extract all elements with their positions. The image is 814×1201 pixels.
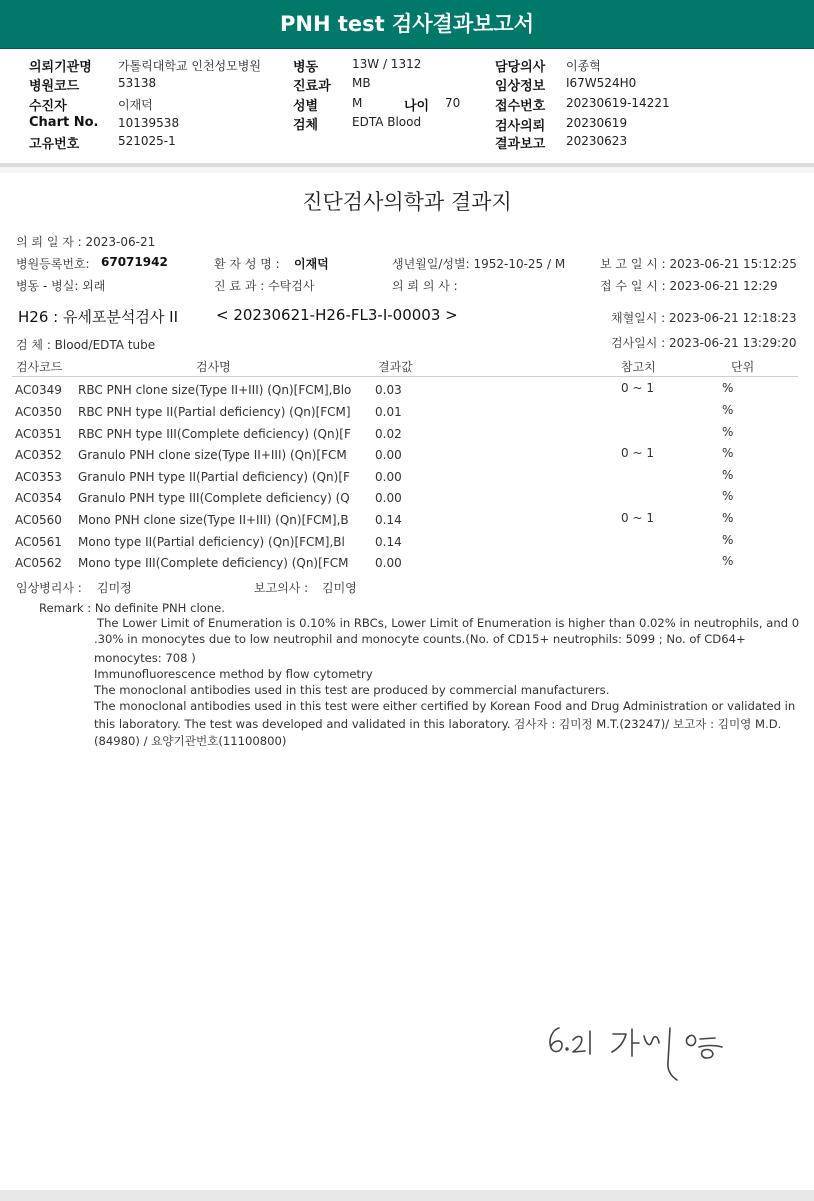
remark-line: monocytes: 708 )	[94, 651, 196, 665]
requesting-doctor: 의 뢰 의 사 :	[392, 279, 458, 293]
row-unit: %	[722, 425, 734, 439]
table-header-divider	[12, 376, 798, 377]
header-value-age: 70	[445, 96, 461, 110]
header-label-age: 나이	[404, 99, 430, 114]
remark-line: The monoclonal antibodies used in this test were either certified by Korean Food and Drug Administration or validated in	[94, 699, 796, 713]
row-reference: 0 ~ 1	[621, 381, 654, 395]
header-label-sex: 성별	[293, 99, 319, 114]
row-code: AC0350	[15, 405, 62, 419]
header-label-request-date: 검사의뢰	[495, 119, 546, 134]
header-label-chart-no: Chart No.	[29, 115, 99, 130]
row-result: 0.00	[375, 470, 402, 484]
column-header-code: 검사코드	[16, 360, 63, 374]
row-code: AC0352	[15, 448, 62, 462]
header-label-institution: 의뢰기관명	[29, 60, 92, 75]
row-result: 0.00	[375, 556, 402, 570]
remark-line: Immunofluorescence method by flow cytometry	[94, 667, 373, 681]
row-unit: %	[722, 554, 734, 568]
receipt-time: 접 수 일 시 : 2023-06-21 12:29	[600, 279, 778, 293]
row-code: AC0562	[15, 556, 62, 570]
header-value-ward: 13W / 1312	[352, 57, 422, 71]
header-value-report-date: 20230623	[566, 134, 628, 148]
remark-line: .30% in monocytes due to low neutrophil and monocyte counts.(No. of CD15+ neutrophils: 5099 ; No. of CD64+	[94, 632, 746, 646]
header-label-receipt-no: 접수번호	[495, 99, 546, 114]
pathologist-label: 임상병리사 :	[16, 581, 82, 595]
header-label-unique-no: 고유번호	[29, 137, 80, 152]
remark-line: The Lower Limit of Enumeration is 0.10% in RBCs, Lower Limit of Enumeration is higher than 0.02% in neutrophils, and 0	[97, 616, 800, 630]
row-test-name: Mono type III(Complete deficiency) (Qn)[FCM	[78, 556, 349, 570]
header-label-ward: 병동	[293, 60, 319, 75]
dob-sex: 생년월일/성별: 1952-10-25 / M	[392, 257, 566, 271]
header-value-receipt-no: 20230619-14221	[566, 96, 670, 110]
row-test-name: Granulo PNH type III(Complete deficiency) (Q	[78, 491, 350, 505]
header-label-clinical-info: 임상정보	[495, 79, 546, 94]
row-reference: 0 ~ 1	[621, 511, 654, 525]
test-time: 검사일시 : 2023-06-21 13:29:20	[611, 336, 797, 350]
header-value-department: MB	[352, 76, 371, 90]
row-code: AC0561	[15, 535, 62, 549]
header-value-request-date: 20230619	[566, 116, 628, 130]
row-unit: %	[722, 511, 734, 525]
row-test-name: Mono PNH clone size(Type II+III) (Qn)[FCM],B	[78, 513, 349, 527]
page-bottom-band	[0, 1190, 814, 1201]
row-code: AC0349	[15, 383, 62, 397]
row-result: 0.00	[375, 491, 402, 505]
header-value-clinical-info: I67W524H0	[566, 76, 637, 90]
row-code: AC0353	[15, 470, 62, 484]
patient-name-label: 환 자 성 명 :	[214, 257, 280, 271]
reporter-label: 보고의사 :	[254, 581, 309, 595]
registration-no-label: 병원등록번호:	[16, 257, 90, 271]
column-header-reference: 참고치	[621, 360, 656, 374]
row-result: 0.01	[375, 405, 402, 419]
header-value-doctor: 이종혁	[566, 59, 601, 73]
row-unit: %	[722, 489, 734, 503]
banner-title: PNH test 검사결과보고서	[280, 12, 534, 36]
row-result: 0.14	[375, 535, 402, 549]
patient-name: 이재덕	[294, 257, 329, 271]
header-value-specimen: EDTA Blood	[352, 115, 422, 129]
remark-label: Remark : No definite PNH clone.	[39, 601, 225, 615]
header-value-hospital-code: 53138	[118, 76, 157, 90]
section-gap	[0, 167, 814, 173]
collection-time: 채혈일시 : 2023-06-21 12:18:23	[611, 311, 797, 325]
header-value-patient: 이재덕	[118, 98, 153, 112]
row-code: AC0560	[15, 513, 62, 527]
header-label-patient: 수진자	[29, 99, 67, 114]
row-test-name: RBC PNH type II(Partial deficiency) (Qn)[FCM]	[78, 405, 351, 419]
row-unit: %	[722, 446, 734, 460]
request-date: 의 뢰 일 자 : 2023-06-21	[16, 235, 156, 249]
remark-line: (84980) / 요양기관번호(11100800)	[94, 734, 287, 748]
row-unit: %	[722, 381, 734, 395]
row-test-name: RBC PNH clone size(Type II+III) (Qn)[FCM],Blo	[78, 383, 352, 397]
row-test-name: Granulo PNH type II(Partial deficiency) (Qn)[F	[78, 470, 350, 484]
row-code: AC0354	[15, 491, 62, 505]
specimen-type: 검 체 : Blood/EDTA tube	[16, 338, 156, 352]
row-result: 0.14	[375, 513, 402, 527]
header-label-department: 진료과	[293, 79, 331, 94]
row-result: 0.02	[375, 427, 402, 441]
reporter-name: 김미영	[322, 581, 357, 595]
report-time: 보 고 일 시 : 2023-06-21 15:12:25	[600, 257, 797, 271]
row-test-name: RBC PNH type III(Complete deficiency) (Qn)[F	[78, 427, 351, 441]
row-reference: 0 ~ 1	[621, 446, 654, 460]
header-value-chart-no: 10139538	[118, 116, 180, 130]
remark-line: this laboratory. The test was developed and validated in this laboratory. 검사자 : 김미정 M.T.(23247)/ 보고자 : 김미영 M.D.	[94, 717, 782, 731]
pathologist-name: 김미정	[97, 581, 132, 595]
header-label-report-date: 결과보고	[495, 137, 546, 152]
row-code: AC0351	[15, 427, 62, 441]
column-header-unit: 단위	[731, 360, 755, 374]
remark-line: The monoclonal antibodies used in this test are produced by commercial manufacturers.	[94, 683, 610, 697]
header-value-unique-no: 521025-1	[118, 134, 176, 148]
row-unit: %	[722, 533, 734, 547]
header-value-sex: M	[352, 96, 363, 110]
row-test-name: Mono type II(Partial deficiency) (Qn)[FCM],Bl	[78, 535, 345, 549]
header-label-doctor: 담당의사	[495, 60, 546, 75]
header-label-specimen: 검체	[293, 118, 319, 133]
column-header-result: 결과값	[378, 360, 413, 374]
row-unit: %	[722, 468, 734, 482]
column-header-test-name: 검사명	[196, 360, 231, 374]
accession-number: < 20230621-H26-FL3-I-00003 >	[216, 306, 458, 324]
row-unit: %	[722, 403, 734, 417]
row-result: 0.00	[375, 448, 402, 462]
test-header: H26 : 유세포분석검사 II	[18, 308, 179, 326]
row-test-name: Granulo PNH clone size(Type II+III) (Qn)[FCM	[78, 448, 347, 462]
header-label-hospital-code: 병원코드	[29, 79, 80, 94]
report-title: 진단검사의학과 결과지	[302, 190, 512, 214]
registration-no: 67071942	[101, 255, 168, 269]
row-result: 0.03	[375, 383, 402, 397]
header-value-institution: 가톨릭대학교 인천성모병원	[118, 59, 261, 73]
ward-room: 병동 - 병실: 외래	[16, 279, 106, 293]
clinical-department: 진 료 과 : 수탁검사	[214, 279, 315, 293]
handwritten-signature	[540, 1014, 740, 1086]
